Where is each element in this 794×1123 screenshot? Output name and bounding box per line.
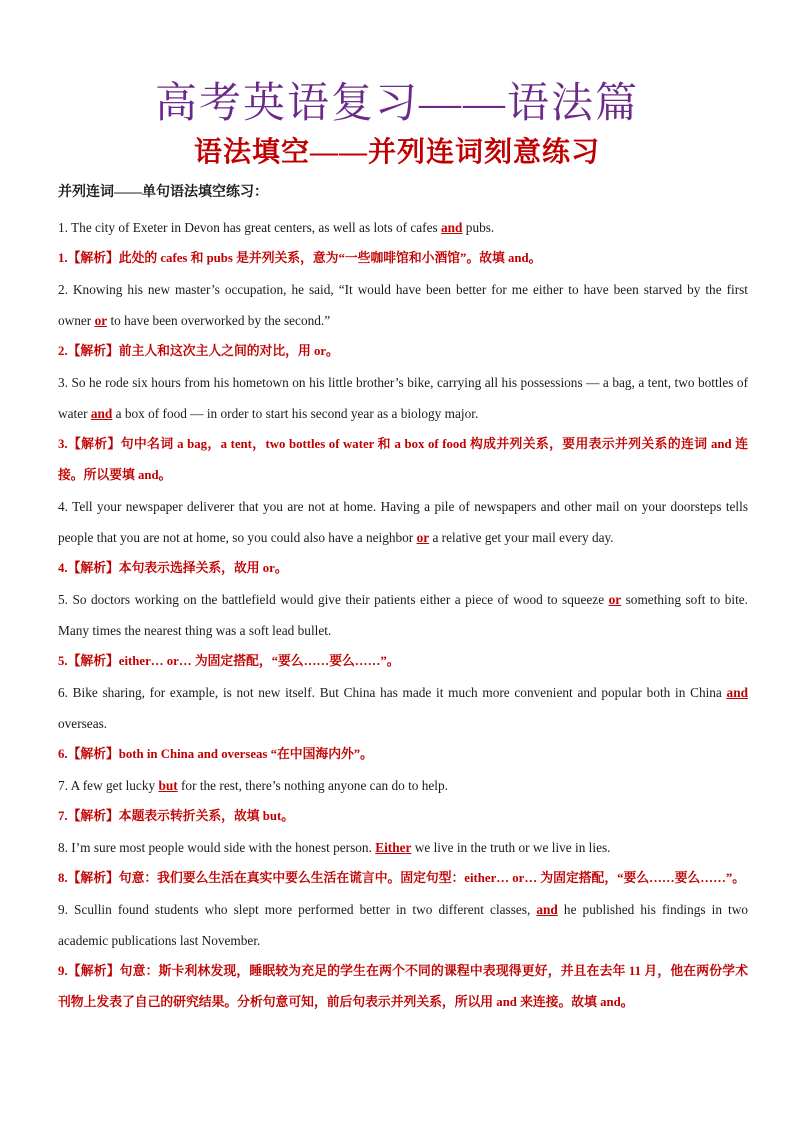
question-6: 6. Bike sharing, for example, is not new itself. But China has made it much more convenient and popular both in China and overseas. xyxy=(58,685,748,731)
answer-3: and xyxy=(90,406,113,421)
analysis-3: 3.【解析】句中名词 a bag，a tent，two bottles of water 和 a box of food 构成并列关系，要用表示并列关系的连词 and 连接。所以要填 and。 xyxy=(58,437,748,482)
analysis-8: 8.【解析】句意：我们要么生活在真实中要么生活在谎言中。固定句型：either… or… 为固定搭配，“要么……要么……”。 xyxy=(58,871,746,885)
analysis-5: 5.【解析】either… or… 为固定搭配，“要么……要么……”。 xyxy=(58,654,400,668)
answer-1: and xyxy=(441,220,463,235)
section-heading: 并列连词——单句语法填空练习： xyxy=(58,185,268,200)
question-2: 2. Knowing his new master’s occupation, he said, “It would have been better for me either to have been starved by the first owner or to have been overworked by the second.” xyxy=(58,282,748,328)
analysis-9: 9.【解析】句意：斯卡利林发现，睡眠较为充足的学生在两个不同的课程中表现得更好，并且在去年 11 月，他在两份学术刊物上发表了自己的研究结果。分析句意可知，前后句表示并列关系，所以用 and 来连接。故填 and。 xyxy=(58,964,748,1009)
answer-4: or xyxy=(416,530,430,545)
analysis-1: 1.【解析】此处的 cafes 和 pubs 是并列关系，意为“一些咖啡馆和小酒馆”。故填 and。 xyxy=(58,251,542,265)
analysis-2: 2.【解析】前主人和这次主人之间的对比，用 or。 xyxy=(58,344,339,358)
question-9: 9. Scullin found students who slept more performed better in two different classes, and he published his findings in two academic publications last November. xyxy=(58,902,748,948)
page-subtitle: 语法填空——并列连词刻意练习 xyxy=(193,137,600,168)
answer-5: or xyxy=(608,592,622,607)
analysis-4: 4.【解析】本句表示选择关系，故用 or。 xyxy=(58,561,288,575)
analysis-7: 7.【解析】本题表示转折关系，故填 but。 xyxy=(58,809,295,823)
question-5: 5. So doctors working on the battlefield would give their patients either a piece of wood to squeeze or something soft to bite. Many times the nearest thing was a soft lead bullet. xyxy=(58,592,749,638)
question-7: 7. A few get lucky but for the rest, there’s nothing anyone can do to help. xyxy=(58,778,448,793)
question-8: 8. I’m sure most people would side with the honest person. Either we live in the truth or we live in lies. xyxy=(58,840,611,855)
question-1: 1. The city of Exeter in Devon has great centers, as well as lots of cafes and pubs. xyxy=(58,220,495,235)
question-4: 4. Tell your newspaper deliverer that you are not at home. Having a pile of newspapers and other mail on your doorsteps tells people that you are not at home, so you could also have a neighbor or a relative get your mail every day. xyxy=(58,499,748,545)
answer-7: but xyxy=(158,778,178,793)
answer-2: or xyxy=(94,313,108,328)
answer-6: and xyxy=(726,685,748,700)
question-3: 3. So he rode six hours from his hometown on his little brother’s bike, carrying all his possessions — a bag, a tent, two bottles of water and a box of food — in order to start his second year as a biology major. xyxy=(58,375,748,421)
page-title: 高考英语复习——语法篇 xyxy=(154,81,639,127)
analysis-6: 6.【解析】both in China and overseas “在中国海内外”。 xyxy=(58,747,373,761)
answer-8: Either xyxy=(375,840,412,855)
exercise-list xyxy=(58,212,748,1018)
answer-9: and xyxy=(536,902,558,917)
